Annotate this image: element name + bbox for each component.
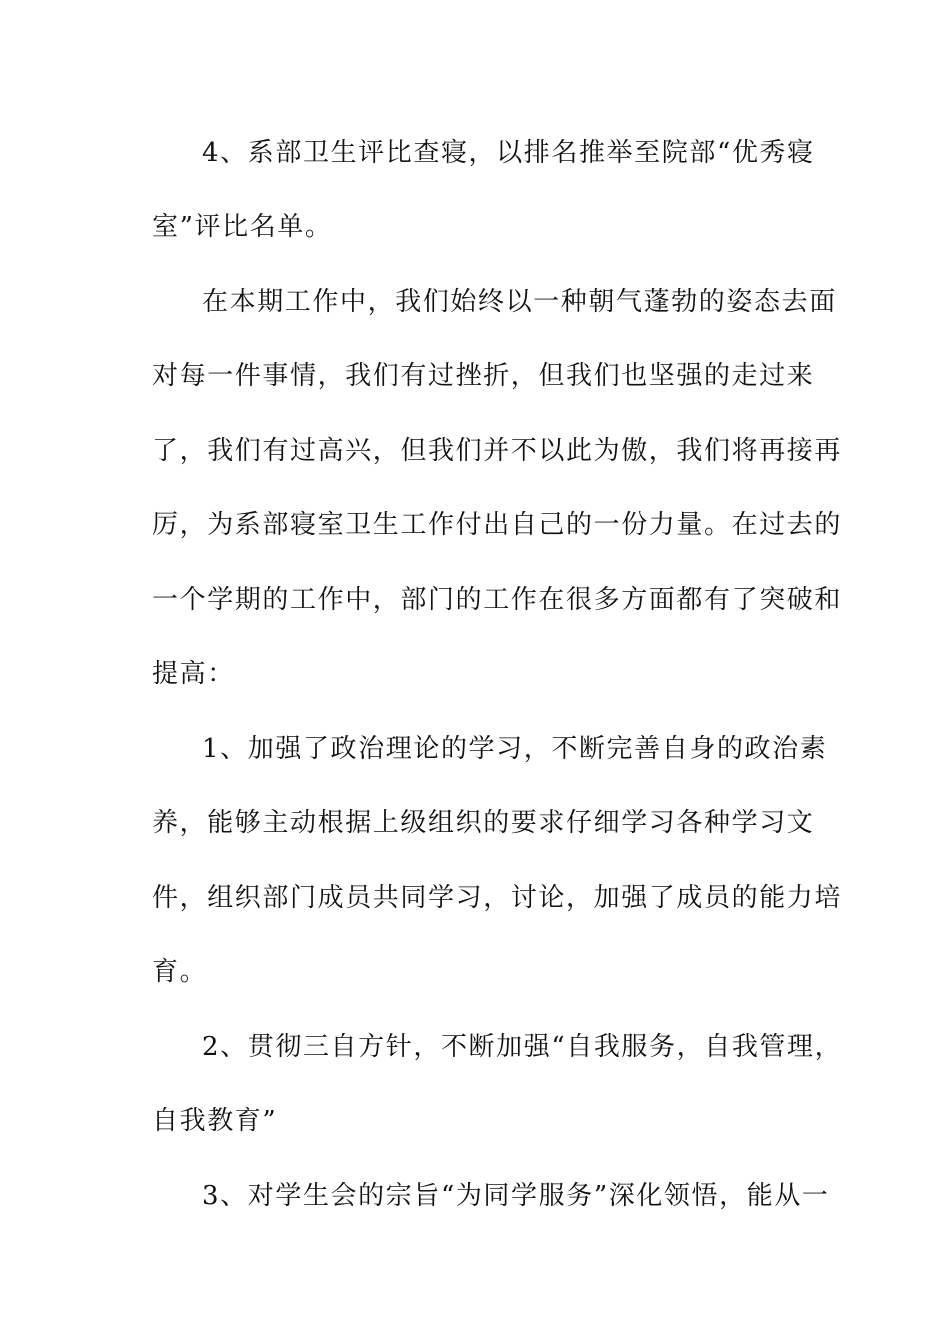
paragraph-2-line-5: 一个学期的工作中，部门的工作在很多方面都有了突破和	[152, 585, 843, 615]
paragraph-3-line-4: 育。	[152, 957, 208, 987]
paragraph-2-line-6: 提高：	[152, 659, 235, 689]
paragraph-2-line-4: 厉，为系部寝室卫生工作付出自己的一份力量。在过去的	[152, 510, 843, 540]
paragraph-3-line-2: 养，能够主动根据上级组织的要求仔细学习各种学习文	[152, 808, 815, 838]
paragraph-1-line-2: 室”评比名单。	[152, 212, 333, 242]
paragraph-2-line-2: 对每一件事情，我们有过挫折，但我们也坚强的走过来	[152, 361, 815, 391]
paragraph-4-line-1: 2、贯彻三自方针，不断加强“自我服务，自我管理，	[202, 1032, 843, 1062]
paragraph-2-line-3: 了，我们有过高兴，但我们并不以此为傲，我们将再接再	[152, 436, 843, 466]
paragraph-2-line-1: 在本期工作中，我们始终以一种朝气蓬勃的姿态去面	[202, 287, 837, 317]
paragraph-3-line-3: 件，组织部门成员共同学习，讨论，加强了成员的能力培	[152, 883, 843, 913]
paragraph-5-line-1: 3、对学生会的宗旨“为同学服务”深化领悟，能从一	[202, 1181, 830, 1211]
paragraph-4-line-2: 自我教育”	[152, 1106, 278, 1136]
paragraph-3-line-1: 1、加强了政治理论的学习，不断完善自身的政治素	[202, 734, 828, 764]
paragraph-1-line-1: 4、系部卫生评比查寝，以排名推举至院部“优秀寝	[202, 138, 815, 168]
